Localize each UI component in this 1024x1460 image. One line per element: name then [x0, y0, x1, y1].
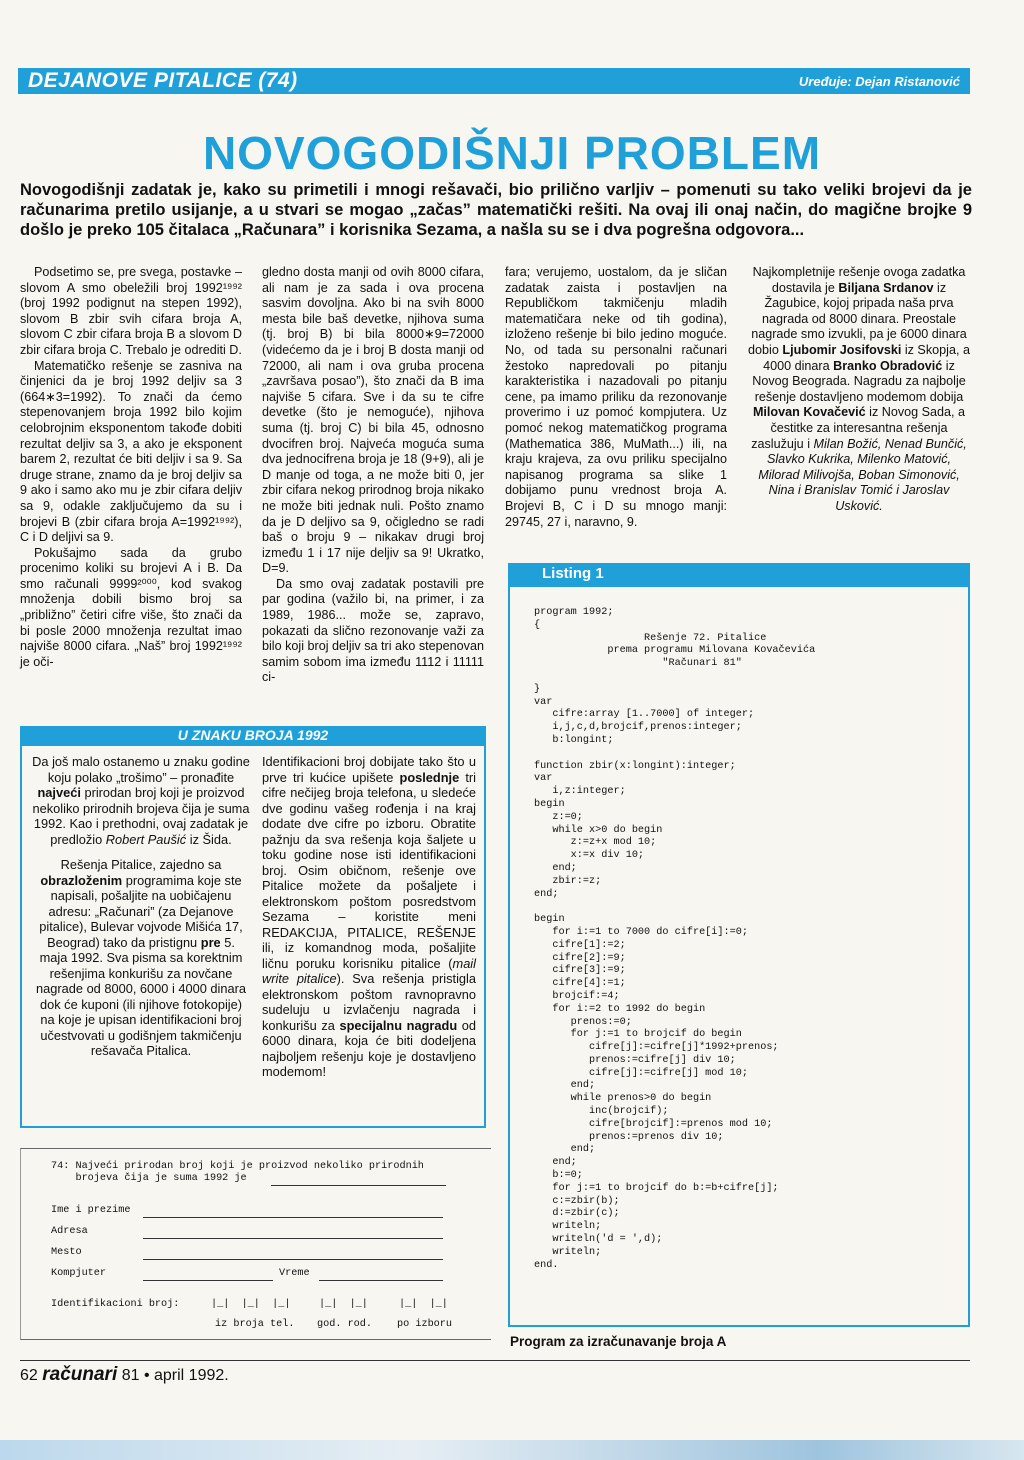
- winner-name: Branko Obradović: [833, 358, 943, 373]
- place-label: Mesto: [51, 1247, 82, 1258]
- article-lead: Novogodišnji zadatak je, kako su primetili i mnogi rešavači, bio prilično varljiv – pomenuti su tako veliki brojevi da je računarima pretilo usijanje, a u stvari se mogao „začas” matematički rešiti. Na ovaj ili onaj način, do magične brojke 9 došlo je preko 105 čitalaca „Računara” i korisnika Sezama, a našla su se i dva pogrešna odgovora...: [20, 181, 972, 239]
- puzzle-box: [20, 744, 486, 1128]
- paragraph: Matematičko rešenje se zasniva na činjenici da je broj 1992 deljiv sa 3 (664∗3=1992). To znači da ćemo stepenovanjem broja 1992 bilo kojim celobrojnim eksponentom takođe dobiti rezultat deljiv sa 3, a ako je eksponent barem 2, rezultat će biti deljiv i sa 9. Sa druge strane, znamo da je broj deljiv sa 9 ako i samo ako mu je zbir cifara deljiv sa 9, odakle zaključujemo da su i brojevi B (zbir cifara broja A=1992¹⁹⁹²), C i D deljivi sa 9.: [20, 358, 242, 545]
- puzzle-box-header: U ZNAKU BROJA 1992: [20, 726, 486, 744]
- column-title: DEJANOVE PITALICE (74): [28, 69, 298, 92]
- puzzle-box-column-1: [32, 754, 250, 1069]
- name-field[interactable]: [143, 1217, 443, 1218]
- name-label: Ime i prezime: [51, 1205, 131, 1216]
- listing-box: [508, 585, 970, 1327]
- puzzle-text: Da još malo ostanemo u znaku godine koju polako „trošimo” – pronađite najveći prirodan broj koji je proizvod nekoliko prirodnih brojeva čija je suma 1992. Kao i prethodni, ovaj zadatak je predložio Robert Paušić iz Šida.: [32, 754, 250, 847]
- code-listing: program 1992; { Rešenje 72. Pitalice prema programu Milovana Kovačevića "Računari 81" } var cifre:array [1..7000] of integer; i,j,c,d,brojcif,prenos:integer; b:longint; function zbir(x:longint):integer; var i,z:integer; begin z:=0; while x>0 do begin z:=z+x mod 10; x:=x div 10; end; zbir:=z; end; begin for i:=1 to 7000 do cifre[i]:=0; cifre[1]:=2; cifre[2]:=9; cifre[3]:=9; cifre[4]:=1; brojcif:=4; for i:=2 to 1992 do begin prenos:=0; for j:=1 to brojcif do begin cifre[j]:=cifre[j]*1992+prenos; prenos:=cifre[j] div 10; cifre[j]:=cifre[j] mod 10; end; while prenos>0 do begin inc(brojcif); cifre[brojcif]:=prenos mod 10; prenos:=prenos div 10; end; end; b:=0; for j:=1 to brojcif do b:=b+cifre[j]; c:=zbir(b); d:=zbir(c); writeln; writeln('d = ',d); writeln; end.: [534, 607, 816, 1271]
- id-instructions: Identifikacioni broj dobijate tako što u prve tri kućice upišete poslednje tri cifre nečijeg broja telefona, u sledeće dve godinu vašeg rođenja i na kraj dodate dve cifre po izboru. Obratite pažnju da sva rešenja koja šaljete u toku godine nose isti identifikacioni broj. Osim običnom, rešenje ove Pitalice možete da pošaljete i elektronskom poštom posredstvom Sezama – koristite meni REDAKCIJA, PITALICE, REŠENJE ili, iz komandnog moda, pošaljite ličnu poruku korisniku pitalice (mail write pitalice). Sva rešenja pristigla elektronskom poštom ravnopravno sudeluju u izvlačenju nagrada i konkurišu za specijalnu nagradu od 6000 dinara, koja će biti dodeljena najboljem rešenju koje je dostavljeno modemom!: [262, 754, 476, 1079]
- id-sub-year: god. rod.: [317, 1319, 373, 1330]
- paragraph: Da smo ovaj zadatak postavili pre par godina (važilo bi, na primer, i za 1989, 1986... može se, zapravo, pokazati da slično rezonovanje važi za bilo koji broj deljiv sa tri ako stepenovan samim sobom ima između 1112 i 11111 ci-: [262, 576, 484, 685]
- computer-label: Kompjuter: [51, 1268, 107, 1279]
- honorable-mentions: Milan Božić, Nenad Bunčić, Slavko Kukrika, Milenko Matović, Milorad Milivojša, Boban Simonović, Nina i Branislav Tomić i Jaroslav Usković.: [758, 436, 967, 513]
- listing-caption: Program za izračunavanje broja A: [510, 1334, 727, 1349]
- text-column-1: [20, 265, 242, 670]
- winners-column: [748, 265, 970, 515]
- submission-text: Rešenja Pitalice, zajedno sa obrazloženim programima koje ste napisali, pošaljite na uobičajenu adresu: „Računari” (za Dejanove pitalice), Bulevar vojvode Mišića 17, Beograd) tako da pristignu pre 5. maja 1992. Sva pisma sa korektnim rešenjima konkurišu za novčane nagrade od 8000, 6000 i 4000 dinara dok će kuponi (ili njihove fotokopije) na koje je upisan identifikacioni broj učestvovati u godišnjem takmičenju rešavača Pitalica.: [36, 857, 246, 1058]
- computer-field[interactable]: [143, 1280, 273, 1281]
- time-field[interactable]: [319, 1280, 443, 1281]
- paragraph: fara; verujemo, uostalom, da je sličan zadatak zaista i postavljen na Republičkom takmičenju mladih matematičara neke od tih godina), izloženo rešenje bi bilo jedino moguće. No, od tada su personalni računari žestoko napredovali po pitanju karakteristika i nazadovali po pitanju cene, pa imamo priliku da rezonovanje proverimo i uz pomoć kompjutera. Uz pomoć nekog matematičkog programa (Mathematica 386, MuMath...) ili, na kraju krajeva, za ovu priliku specijalno napisanog programa sa slike 1 dobijamo punu vrednost broja A. Brojevi B, C i D su mnogo manji: 29745, 27 i, naravno, 9.: [505, 265, 727, 529]
- question-line-2: brojeva čija je suma 1992 je: [51, 1173, 247, 1184]
- id-digit-boxes-year[interactable]: |_| |_|: [319, 1299, 368, 1310]
- winner-name: Milovan Kovačević: [752, 405, 866, 420]
- winner-name: Ljubomir Josifovski: [782, 342, 902, 357]
- question-line-1: 74: Najveći prirodan broj koji je proizvod nekoliko prirodnih: [51, 1161, 424, 1172]
- paragraph: gledno dosta manji od ovih 8000 cifara, ali nam je za sada i ova procena sasvim dovoljna. Ako bi na svih 8000 mesta bile baš devetke, njihova suma (tj. broj B) bi bila 8000∗9=72000 (videćemo da je i broj B dosta manji od 72000, ali nam i ova gruba procena „završava posao”), što znači da B ima najviše 5 cifara. Sve i da su te cifre devetke (što je nemoguće), njihova suma (tj. broj C) bi bila 45, odnosno dvocifren broj. Najveća moguća suma dva jednocifrena broja je 18 (9+9), ali je D manje od toga, a ne može biti 0, jer zbir cifara nekog prirodnog broja nikako ne može biti jednak nuli. Pošto znamo da je D deljivo sa 9, očigledno se radi baš o broju 9 – nikakav drugi broj između 1 i 17 nije deljiv sa 9! Ukratko, D=9.: [262, 265, 484, 576]
- answer-field[interactable]: [271, 1185, 446, 1186]
- time-label: Vreme: [279, 1268, 310, 1279]
- page-footer: [20, 1364, 229, 1386]
- paragraph: Podsetimo se, pre svega, postavke – slovom A smo obeležili broj 1992¹⁹⁹² (broj 1992 podignut na stepen 1992), slovom B zbir svih cifara broja A, slovom C zbir cifara broja B a slovom D zbir cifara broja C. Trebalo je odrediti D.: [20, 265, 242, 357]
- editor-credit: Uređuje: Dejan Ristanović: [798, 73, 960, 89]
- section-banner: [18, 68, 970, 94]
- article-title: NOVOGODIŠNJI PROBLEM: [202, 127, 822, 179]
- issue-number: 81: [121, 1367, 140, 1384]
- id-sub-choice: po izboru: [397, 1319, 453, 1330]
- issue-date: april 1992.: [154, 1367, 229, 1384]
- coupon-form: [20, 1148, 491, 1340]
- id-sub-phone: iz broja tel.: [215, 1319, 295, 1330]
- address-label: Adresa: [51, 1226, 88, 1237]
- address-field[interactable]: [143, 1238, 443, 1239]
- listing-header: Listing 1: [508, 563, 970, 585]
- page-number: 62: [20, 1367, 38, 1384]
- text-column-2: [262, 265, 484, 686]
- paragraph: Pokušajmo sada da grubo procenimo koliki su brojevi A i B. Da smo računali 9999²⁰⁰⁰, kod svakog množenja dobili bismo broj sa „približno” četiri cifre više, što znači da bi posle 2000 množenja rezultat imao najviše 8000 cifara. „Naš” broj 1992¹⁹⁹² je oči-: [20, 545, 242, 669]
- bullet: •: [143, 1367, 150, 1384]
- winner-name: Biljana Srdanov: [838, 280, 934, 295]
- winners-paragraph: Najkompletnije rešenje ovoga zadatka dostavila je Biljana Srdanov iz Žagubice, kojoj pripada naša prva nagrada od 8000 dinara. Preostale nagrade smo izvukli, pa je 6000 dinara dobio Ljubomir Josifovski iz Skopja, a 4000 dinara Branko Obradović iz Novog Beograda. Nagradu za najbolje rešenje dostavljeno modemom dobija Milovan Kovačević iz Novog Sada, a čestitke za interesantna rešenja zaslužuju i Milan Božić, Nenad Bunčić, Slavko Kukrika, Milenko Matović, Milorad Milivojša, Boban Simonović, Nina i Branislav Tomić i Jaroslav Usković.: [748, 265, 970, 513]
- footer-rule: [20, 1360, 970, 1361]
- id-digit-boxes-choice[interactable]: |_| |_|: [399, 1299, 448, 1310]
- scan-edge-strip: [0, 1440, 1024, 1460]
- id-digit-boxes-phone[interactable]: |_| |_| |_|: [211, 1299, 291, 1310]
- puzzle-box-column-2: [262, 754, 476, 1090]
- place-field[interactable]: [143, 1259, 443, 1260]
- magazine-logo: računari: [42, 1364, 118, 1385]
- id-label: Identifikacioni broj:: [51, 1299, 180, 1310]
- text-column-3: [505, 265, 727, 530]
